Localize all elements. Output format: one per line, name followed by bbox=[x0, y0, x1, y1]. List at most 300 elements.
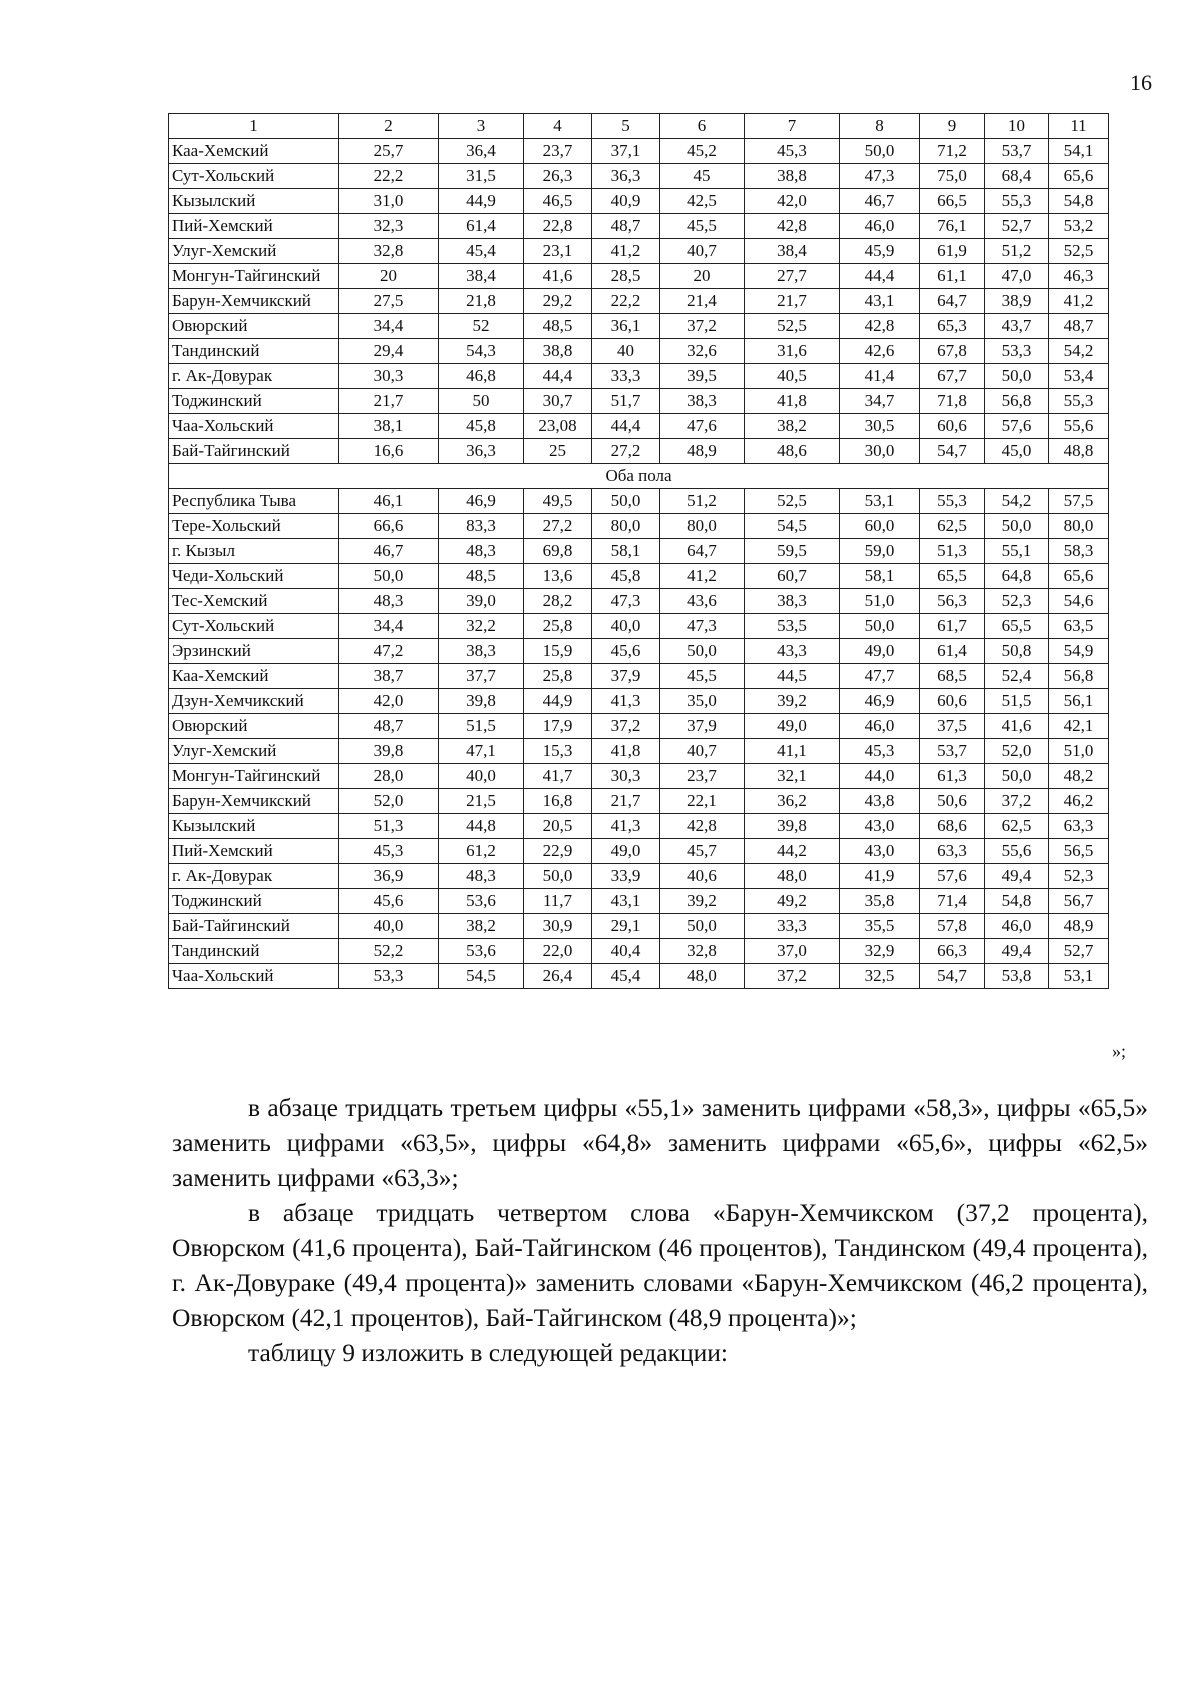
value-cell: 37,5 bbox=[920, 714, 985, 739]
value-cell: 30,3 bbox=[339, 364, 439, 389]
value-cell: 22,2 bbox=[339, 164, 439, 189]
value-cell: 33,9 bbox=[592, 864, 660, 889]
value-cell: 61,2 bbox=[439, 839, 524, 864]
value-cell: 59,5 bbox=[745, 539, 840, 564]
column-number-header: 8 bbox=[840, 114, 920, 139]
value-cell: 57,6 bbox=[985, 414, 1049, 439]
value-cell: 51,0 bbox=[1049, 739, 1109, 764]
value-cell: 23,7 bbox=[524, 139, 592, 164]
value-cell: 44,4 bbox=[524, 364, 592, 389]
value-cell: 50,0 bbox=[840, 614, 920, 639]
value-cell: 40,6 bbox=[660, 864, 745, 889]
value-cell: 47,3 bbox=[840, 164, 920, 189]
value-cell: 63,3 bbox=[1049, 814, 1109, 839]
value-cell: 60,6 bbox=[920, 689, 985, 714]
value-cell: 21,7 bbox=[592, 789, 660, 814]
value-cell: 61,9 bbox=[920, 239, 985, 264]
value-cell: 21,7 bbox=[339, 389, 439, 414]
value-cell: 45,5 bbox=[660, 664, 745, 689]
column-number-header: 6 bbox=[660, 114, 745, 139]
amendment-text bbox=[172, 1090, 1148, 1370]
value-cell: 44,4 bbox=[840, 264, 920, 289]
region-name-cell: Чеди-Хольский bbox=[169, 564, 339, 589]
column-number-header: 10 bbox=[985, 114, 1049, 139]
value-cell: 33,3 bbox=[592, 364, 660, 389]
region-name-cell: г. Кызыл bbox=[169, 539, 339, 564]
value-cell: 61,7 bbox=[920, 614, 985, 639]
table-row bbox=[169, 239, 1109, 264]
table-row bbox=[169, 789, 1109, 814]
value-cell: 22,0 bbox=[524, 939, 592, 964]
value-cell: 55,6 bbox=[985, 839, 1049, 864]
table-row bbox=[169, 714, 1109, 739]
value-cell: 53,3 bbox=[339, 964, 439, 989]
value-cell: 53,5 bbox=[745, 614, 840, 639]
value-cell: 55,3 bbox=[1049, 389, 1109, 414]
value-cell: 53,1 bbox=[840, 489, 920, 514]
value-cell: 40,9 bbox=[592, 189, 660, 214]
table-row bbox=[169, 614, 1109, 639]
value-cell: 32,6 bbox=[660, 339, 745, 364]
value-cell: 37,7 bbox=[439, 664, 524, 689]
value-cell: 46,1 bbox=[339, 489, 439, 514]
value-cell: 45,8 bbox=[592, 564, 660, 589]
value-cell: 46,9 bbox=[439, 489, 524, 514]
value-cell: 48,5 bbox=[439, 564, 524, 589]
value-cell: 38,2 bbox=[439, 914, 524, 939]
value-cell: 41,3 bbox=[592, 689, 660, 714]
value-cell: 44,8 bbox=[439, 814, 524, 839]
value-cell: 51,0 bbox=[840, 589, 920, 614]
value-cell: 61,4 bbox=[439, 214, 524, 239]
value-cell: 54,2 bbox=[1049, 339, 1109, 364]
value-cell: 48,7 bbox=[1049, 314, 1109, 339]
value-cell: 64,8 bbox=[985, 564, 1049, 589]
value-cell: 50,0 bbox=[524, 864, 592, 889]
statistics-table-container bbox=[168, 113, 1109, 989]
value-cell: 20,5 bbox=[524, 814, 592, 839]
value-cell: 48,2 bbox=[1049, 764, 1109, 789]
value-cell: 55,3 bbox=[985, 189, 1049, 214]
value-cell: 53,4 bbox=[1049, 364, 1109, 389]
value-cell: 43,3 bbox=[745, 639, 840, 664]
value-cell: 46,5 bbox=[524, 189, 592, 214]
value-cell: 37,2 bbox=[745, 964, 840, 989]
value-cell: 54,8 bbox=[1049, 189, 1109, 214]
value-cell: 37,2 bbox=[660, 314, 745, 339]
table-row bbox=[169, 564, 1109, 589]
value-cell: 53,7 bbox=[985, 139, 1049, 164]
table-row bbox=[169, 864, 1109, 889]
value-cell: 25 bbox=[524, 439, 592, 464]
value-cell: 50,0 bbox=[339, 564, 439, 589]
value-cell: 52,0 bbox=[339, 789, 439, 814]
value-cell: 15,3 bbox=[524, 739, 592, 764]
table-row bbox=[169, 164, 1109, 189]
value-cell: 47,3 bbox=[592, 589, 660, 614]
value-cell: 69,8 bbox=[524, 539, 592, 564]
value-cell: 22,1 bbox=[660, 789, 745, 814]
table-row bbox=[169, 964, 1109, 989]
value-cell: 37,2 bbox=[592, 714, 660, 739]
value-cell: 50,0 bbox=[840, 139, 920, 164]
value-cell: 62,5 bbox=[985, 814, 1049, 839]
value-cell: 17,9 bbox=[524, 714, 592, 739]
value-cell: 66,3 bbox=[920, 939, 985, 964]
value-cell: 83,3 bbox=[439, 514, 524, 539]
value-cell: 60,6 bbox=[920, 414, 985, 439]
value-cell: 46,0 bbox=[840, 714, 920, 739]
value-cell: 48,6 bbox=[745, 439, 840, 464]
region-name-cell: Монгун-Тайгинский bbox=[169, 264, 339, 289]
value-cell: 54,7 bbox=[920, 439, 985, 464]
table-row bbox=[169, 664, 1109, 689]
value-cell: 76,1 bbox=[920, 214, 985, 239]
value-cell: 68,4 bbox=[985, 164, 1049, 189]
value-cell: 36,3 bbox=[592, 164, 660, 189]
table-row bbox=[169, 589, 1109, 614]
region-name-cell: Тоджинский bbox=[169, 389, 339, 414]
table-row bbox=[169, 889, 1109, 914]
value-cell: 51,7 bbox=[592, 389, 660, 414]
value-cell: 48,3 bbox=[439, 864, 524, 889]
table-row bbox=[169, 339, 1109, 364]
value-cell: 53,6 bbox=[439, 939, 524, 964]
value-cell: 31,6 bbox=[745, 339, 840, 364]
table-row bbox=[169, 514, 1109, 539]
region-name-cell: Сут-Хольский bbox=[169, 614, 339, 639]
value-cell: 48,9 bbox=[1049, 914, 1109, 939]
value-cell: 50,0 bbox=[660, 639, 745, 664]
value-cell: 45,7 bbox=[660, 839, 745, 864]
value-cell: 64,7 bbox=[660, 539, 745, 564]
value-cell: 66,6 bbox=[339, 514, 439, 539]
value-cell: 28,2 bbox=[524, 589, 592, 614]
value-cell: 50,6 bbox=[920, 789, 985, 814]
value-cell: 46,3 bbox=[1049, 264, 1109, 289]
value-cell: 54,7 bbox=[920, 964, 985, 989]
value-cell: 46,2 bbox=[1049, 789, 1109, 814]
value-cell: 41,6 bbox=[985, 714, 1049, 739]
value-cell: 62,5 bbox=[920, 514, 985, 539]
table-row bbox=[169, 939, 1109, 964]
value-cell: 32,3 bbox=[339, 214, 439, 239]
value-cell: 28,5 bbox=[592, 264, 660, 289]
value-cell: 66,5 bbox=[920, 189, 985, 214]
value-cell: 48,5 bbox=[524, 314, 592, 339]
value-cell: 63,3 bbox=[920, 839, 985, 864]
region-name-cell: Тес-Хемский bbox=[169, 589, 339, 614]
value-cell: 29,2 bbox=[524, 289, 592, 314]
value-cell: 52,4 bbox=[985, 664, 1049, 689]
region-name-cell: Бай-Тайгинский bbox=[169, 914, 339, 939]
value-cell: 38,3 bbox=[660, 389, 745, 414]
statistics-table bbox=[168, 113, 1109, 989]
value-cell: 41,4 bbox=[840, 364, 920, 389]
value-cell: 49,0 bbox=[840, 639, 920, 664]
value-cell: 16,8 bbox=[524, 789, 592, 814]
value-cell: 21,8 bbox=[439, 289, 524, 314]
value-cell: 49,4 bbox=[985, 864, 1049, 889]
value-cell: 52,7 bbox=[1049, 939, 1109, 964]
value-cell: 30,9 bbox=[524, 914, 592, 939]
value-cell: 44,2 bbox=[745, 839, 840, 864]
column-number-header: 9 bbox=[920, 114, 985, 139]
value-cell: 50,8 bbox=[985, 639, 1049, 664]
value-cell: 41,2 bbox=[660, 564, 745, 589]
value-cell: 56,8 bbox=[985, 389, 1049, 414]
value-cell: 38,3 bbox=[439, 639, 524, 664]
value-cell: 41,2 bbox=[1049, 289, 1109, 314]
value-cell: 25,8 bbox=[524, 614, 592, 639]
value-cell: 54,8 bbox=[985, 889, 1049, 914]
value-cell: 39,0 bbox=[439, 589, 524, 614]
column-number-header: 5 bbox=[592, 114, 660, 139]
value-cell: 41,1 bbox=[745, 739, 840, 764]
region-name-cell: Кызылский bbox=[169, 189, 339, 214]
value-cell: 68,6 bbox=[920, 814, 985, 839]
region-name-cell: Бай-Тайгинский bbox=[169, 439, 339, 464]
region-name-cell: Барун-Хемчикский bbox=[169, 289, 339, 314]
value-cell: 52,5 bbox=[745, 314, 840, 339]
value-cell: 58,1 bbox=[592, 539, 660, 564]
value-cell: 38,9 bbox=[985, 289, 1049, 314]
region-name-cell: Барун-Хемчикский bbox=[169, 789, 339, 814]
value-cell: 27,7 bbox=[745, 264, 840, 289]
value-cell: 51,3 bbox=[339, 814, 439, 839]
region-name-cell: Чаа-Хольский bbox=[169, 964, 339, 989]
value-cell: 49,0 bbox=[745, 714, 840, 739]
value-cell: 50,0 bbox=[985, 364, 1049, 389]
value-cell: 58,3 bbox=[1049, 539, 1109, 564]
table-row bbox=[169, 439, 1109, 464]
value-cell: 47,0 bbox=[985, 264, 1049, 289]
value-cell: 45,8 bbox=[439, 414, 524, 439]
value-cell: 50,0 bbox=[660, 914, 745, 939]
value-cell: 46,7 bbox=[339, 539, 439, 564]
table-row bbox=[169, 139, 1109, 164]
value-cell: 39,8 bbox=[439, 689, 524, 714]
table-row bbox=[169, 689, 1109, 714]
value-cell: 40,0 bbox=[339, 914, 439, 939]
value-cell: 53,3 bbox=[985, 339, 1049, 364]
value-cell: 56,5 bbox=[1049, 839, 1109, 864]
column-number-header: 3 bbox=[439, 114, 524, 139]
value-cell: 45,2 bbox=[660, 139, 745, 164]
value-cell: 45,4 bbox=[439, 239, 524, 264]
value-cell: 29,1 bbox=[592, 914, 660, 939]
value-cell: 32,8 bbox=[339, 239, 439, 264]
value-cell: 21,5 bbox=[439, 789, 524, 814]
value-cell: 21,7 bbox=[745, 289, 840, 314]
value-cell: 53,8 bbox=[985, 964, 1049, 989]
value-cell: 35,5 bbox=[840, 914, 920, 939]
value-cell: 42,8 bbox=[660, 814, 745, 839]
value-cell: 11,7 bbox=[524, 889, 592, 914]
value-cell: 43,1 bbox=[840, 289, 920, 314]
region-name-cell: Тандинский bbox=[169, 339, 339, 364]
column-number-header: 2 bbox=[339, 114, 439, 139]
value-cell: 60,7 bbox=[745, 564, 840, 589]
value-cell: 43,6 bbox=[660, 589, 745, 614]
value-cell: 71,8 bbox=[920, 389, 985, 414]
value-cell: 71,2 bbox=[920, 139, 985, 164]
value-cell: 54,1 bbox=[1049, 139, 1109, 164]
value-cell: 42,0 bbox=[339, 689, 439, 714]
value-cell: 42,8 bbox=[840, 314, 920, 339]
table-closing-mark: »; bbox=[1112, 1041, 1127, 1061]
value-cell: 27,2 bbox=[592, 439, 660, 464]
value-cell: 41,2 bbox=[592, 239, 660, 264]
region-name-cell: г. Ак-Довурак bbox=[169, 864, 339, 889]
value-cell: 40,4 bbox=[592, 939, 660, 964]
value-cell: 45,3 bbox=[745, 139, 840, 164]
table-row bbox=[169, 189, 1109, 214]
value-cell: 32,2 bbox=[439, 614, 524, 639]
value-cell: 57,6 bbox=[920, 864, 985, 889]
value-cell: 42,8 bbox=[745, 214, 840, 239]
value-cell: 38,4 bbox=[439, 264, 524, 289]
value-cell: 53,2 bbox=[1049, 214, 1109, 239]
value-cell: 48,7 bbox=[592, 214, 660, 239]
value-cell: 29,4 bbox=[339, 339, 439, 364]
value-cell: 36,3 bbox=[439, 439, 524, 464]
value-cell: 34,4 bbox=[339, 314, 439, 339]
region-name-cell: Пий-Хемский bbox=[169, 214, 339, 239]
value-cell: 42,5 bbox=[660, 189, 745, 214]
value-cell: 65,6 bbox=[1049, 164, 1109, 189]
value-cell: 38,3 bbox=[745, 589, 840, 614]
value-cell: 55,3 bbox=[920, 489, 985, 514]
value-cell: 30,0 bbox=[840, 439, 920, 464]
value-cell: 52,3 bbox=[1049, 864, 1109, 889]
value-cell: 22,8 bbox=[524, 214, 592, 239]
value-cell: 13,6 bbox=[524, 564, 592, 589]
value-cell: 39,8 bbox=[745, 814, 840, 839]
value-cell: 38,8 bbox=[524, 339, 592, 364]
value-cell: 22,9 bbox=[524, 839, 592, 864]
value-cell: 53,1 bbox=[1049, 964, 1109, 989]
value-cell: 71,4 bbox=[920, 889, 985, 914]
value-cell: 80,0 bbox=[592, 514, 660, 539]
value-cell: 45,5 bbox=[660, 214, 745, 239]
value-cell: 50,0 bbox=[985, 764, 1049, 789]
value-cell: 48,3 bbox=[439, 539, 524, 564]
value-cell: 51,2 bbox=[660, 489, 745, 514]
value-cell: 54,9 bbox=[1049, 639, 1109, 664]
value-cell: 34,4 bbox=[339, 614, 439, 639]
value-cell: 48,8 bbox=[1049, 439, 1109, 464]
value-cell: 49,5 bbox=[524, 489, 592, 514]
value-cell: 23,08 bbox=[524, 414, 592, 439]
value-cell: 50,0 bbox=[592, 489, 660, 514]
table-row bbox=[169, 264, 1109, 289]
value-cell: 39,8 bbox=[339, 739, 439, 764]
value-cell: 36,9 bbox=[339, 864, 439, 889]
region-name-cell: Дзун-Хемчикский bbox=[169, 689, 339, 714]
value-cell: 51,5 bbox=[439, 714, 524, 739]
table-row bbox=[169, 814, 1109, 839]
value-cell: 39,2 bbox=[745, 689, 840, 714]
value-cell: 47,7 bbox=[840, 664, 920, 689]
value-cell: 52 bbox=[439, 314, 524, 339]
value-cell: 52,0 bbox=[985, 739, 1049, 764]
value-cell: 65,5 bbox=[920, 564, 985, 589]
region-name-cell: Улуг-Хемский bbox=[169, 739, 339, 764]
value-cell: 49,0 bbox=[592, 839, 660, 864]
value-cell: 48,3 bbox=[339, 589, 439, 614]
value-cell: 68,5 bbox=[920, 664, 985, 689]
value-cell: 23,1 bbox=[524, 239, 592, 264]
value-cell: 47,1 bbox=[439, 739, 524, 764]
value-cell: 55,6 bbox=[1049, 414, 1109, 439]
value-cell: 54,3 bbox=[439, 339, 524, 364]
value-cell: 40,7 bbox=[660, 239, 745, 264]
value-cell: 42,6 bbox=[840, 339, 920, 364]
region-name-cell: Каа-Хемский bbox=[169, 139, 339, 164]
value-cell: 43,7 bbox=[985, 314, 1049, 339]
value-cell: 43,0 bbox=[840, 839, 920, 864]
value-cell: 26,4 bbox=[524, 964, 592, 989]
value-cell: 32,5 bbox=[840, 964, 920, 989]
value-cell: 37,9 bbox=[592, 664, 660, 689]
table-row bbox=[169, 389, 1109, 414]
column-number-header: 1 bbox=[169, 114, 339, 139]
value-cell: 50 bbox=[439, 389, 524, 414]
region-name-cell: Овюрский bbox=[169, 314, 339, 339]
value-cell: 15,9 bbox=[524, 639, 592, 664]
value-cell: 40,7 bbox=[660, 739, 745, 764]
value-cell: 30,3 bbox=[592, 764, 660, 789]
value-cell: 56,3 bbox=[920, 589, 985, 614]
value-cell: 46,8 bbox=[439, 364, 524, 389]
table-row bbox=[169, 914, 1109, 939]
value-cell: 20 bbox=[660, 264, 745, 289]
section-header-row bbox=[169, 464, 1109, 489]
value-cell: 30,5 bbox=[840, 414, 920, 439]
table-row bbox=[169, 314, 1109, 339]
paragraph-34-amendment: в абзаце тридцать четвертом слова «Барун-Хемчикском (37,2 процента), Овюрском (41,6 процента), Бай-Тайгинском (46 процентов), Тандинском (49,4 процента), г. Ак-Довураке (49,4 процента)» заменить словами «Барун-Хемчикском (46,2 процента), Овюрском (42,1 процентов), Бай-Тайгинском (48,9 процента)»; bbox=[172, 1198, 1148, 1332]
value-cell: 61,1 bbox=[920, 264, 985, 289]
value-cell: 27,2 bbox=[524, 514, 592, 539]
value-cell: 36,1 bbox=[592, 314, 660, 339]
value-cell: 59,0 bbox=[840, 539, 920, 564]
value-cell: 54,5 bbox=[745, 514, 840, 539]
value-cell: 27,5 bbox=[339, 289, 439, 314]
value-cell: 64,7 bbox=[920, 289, 985, 314]
value-cell: 41,3 bbox=[592, 814, 660, 839]
column-number-header: 4 bbox=[524, 114, 592, 139]
table-header-row bbox=[169, 114, 1109, 139]
paragraph-33-amendment: в абзаце тридцать третьем цифры «55,1» заменить цифрами «58,3», цифры «65,5» заменить цифрами «63,5», цифры «64,8» заменить цифрами «65,6», цифры «62,5» заменить цифрами «63,3»; bbox=[172, 1093, 1148, 1192]
table-row bbox=[169, 764, 1109, 789]
value-cell: 40 bbox=[592, 339, 660, 364]
value-cell: 45,9 bbox=[840, 239, 920, 264]
page-number: 16 bbox=[1130, 70, 1152, 95]
value-cell: 37,1 bbox=[592, 139, 660, 164]
value-cell: 16,6 bbox=[339, 439, 439, 464]
value-cell: 41,8 bbox=[592, 739, 660, 764]
region-name-cell: Тере-Хольский bbox=[169, 514, 339, 539]
value-cell: 45 bbox=[660, 164, 745, 189]
column-number-header: 7 bbox=[745, 114, 840, 139]
value-cell: 38,4 bbox=[745, 239, 840, 264]
value-cell: 48,0 bbox=[745, 864, 840, 889]
region-name-cell: Тандинский bbox=[169, 939, 339, 964]
value-cell: 38,8 bbox=[745, 164, 840, 189]
value-cell: 44,0 bbox=[840, 764, 920, 789]
value-cell: 52,7 bbox=[985, 214, 1049, 239]
